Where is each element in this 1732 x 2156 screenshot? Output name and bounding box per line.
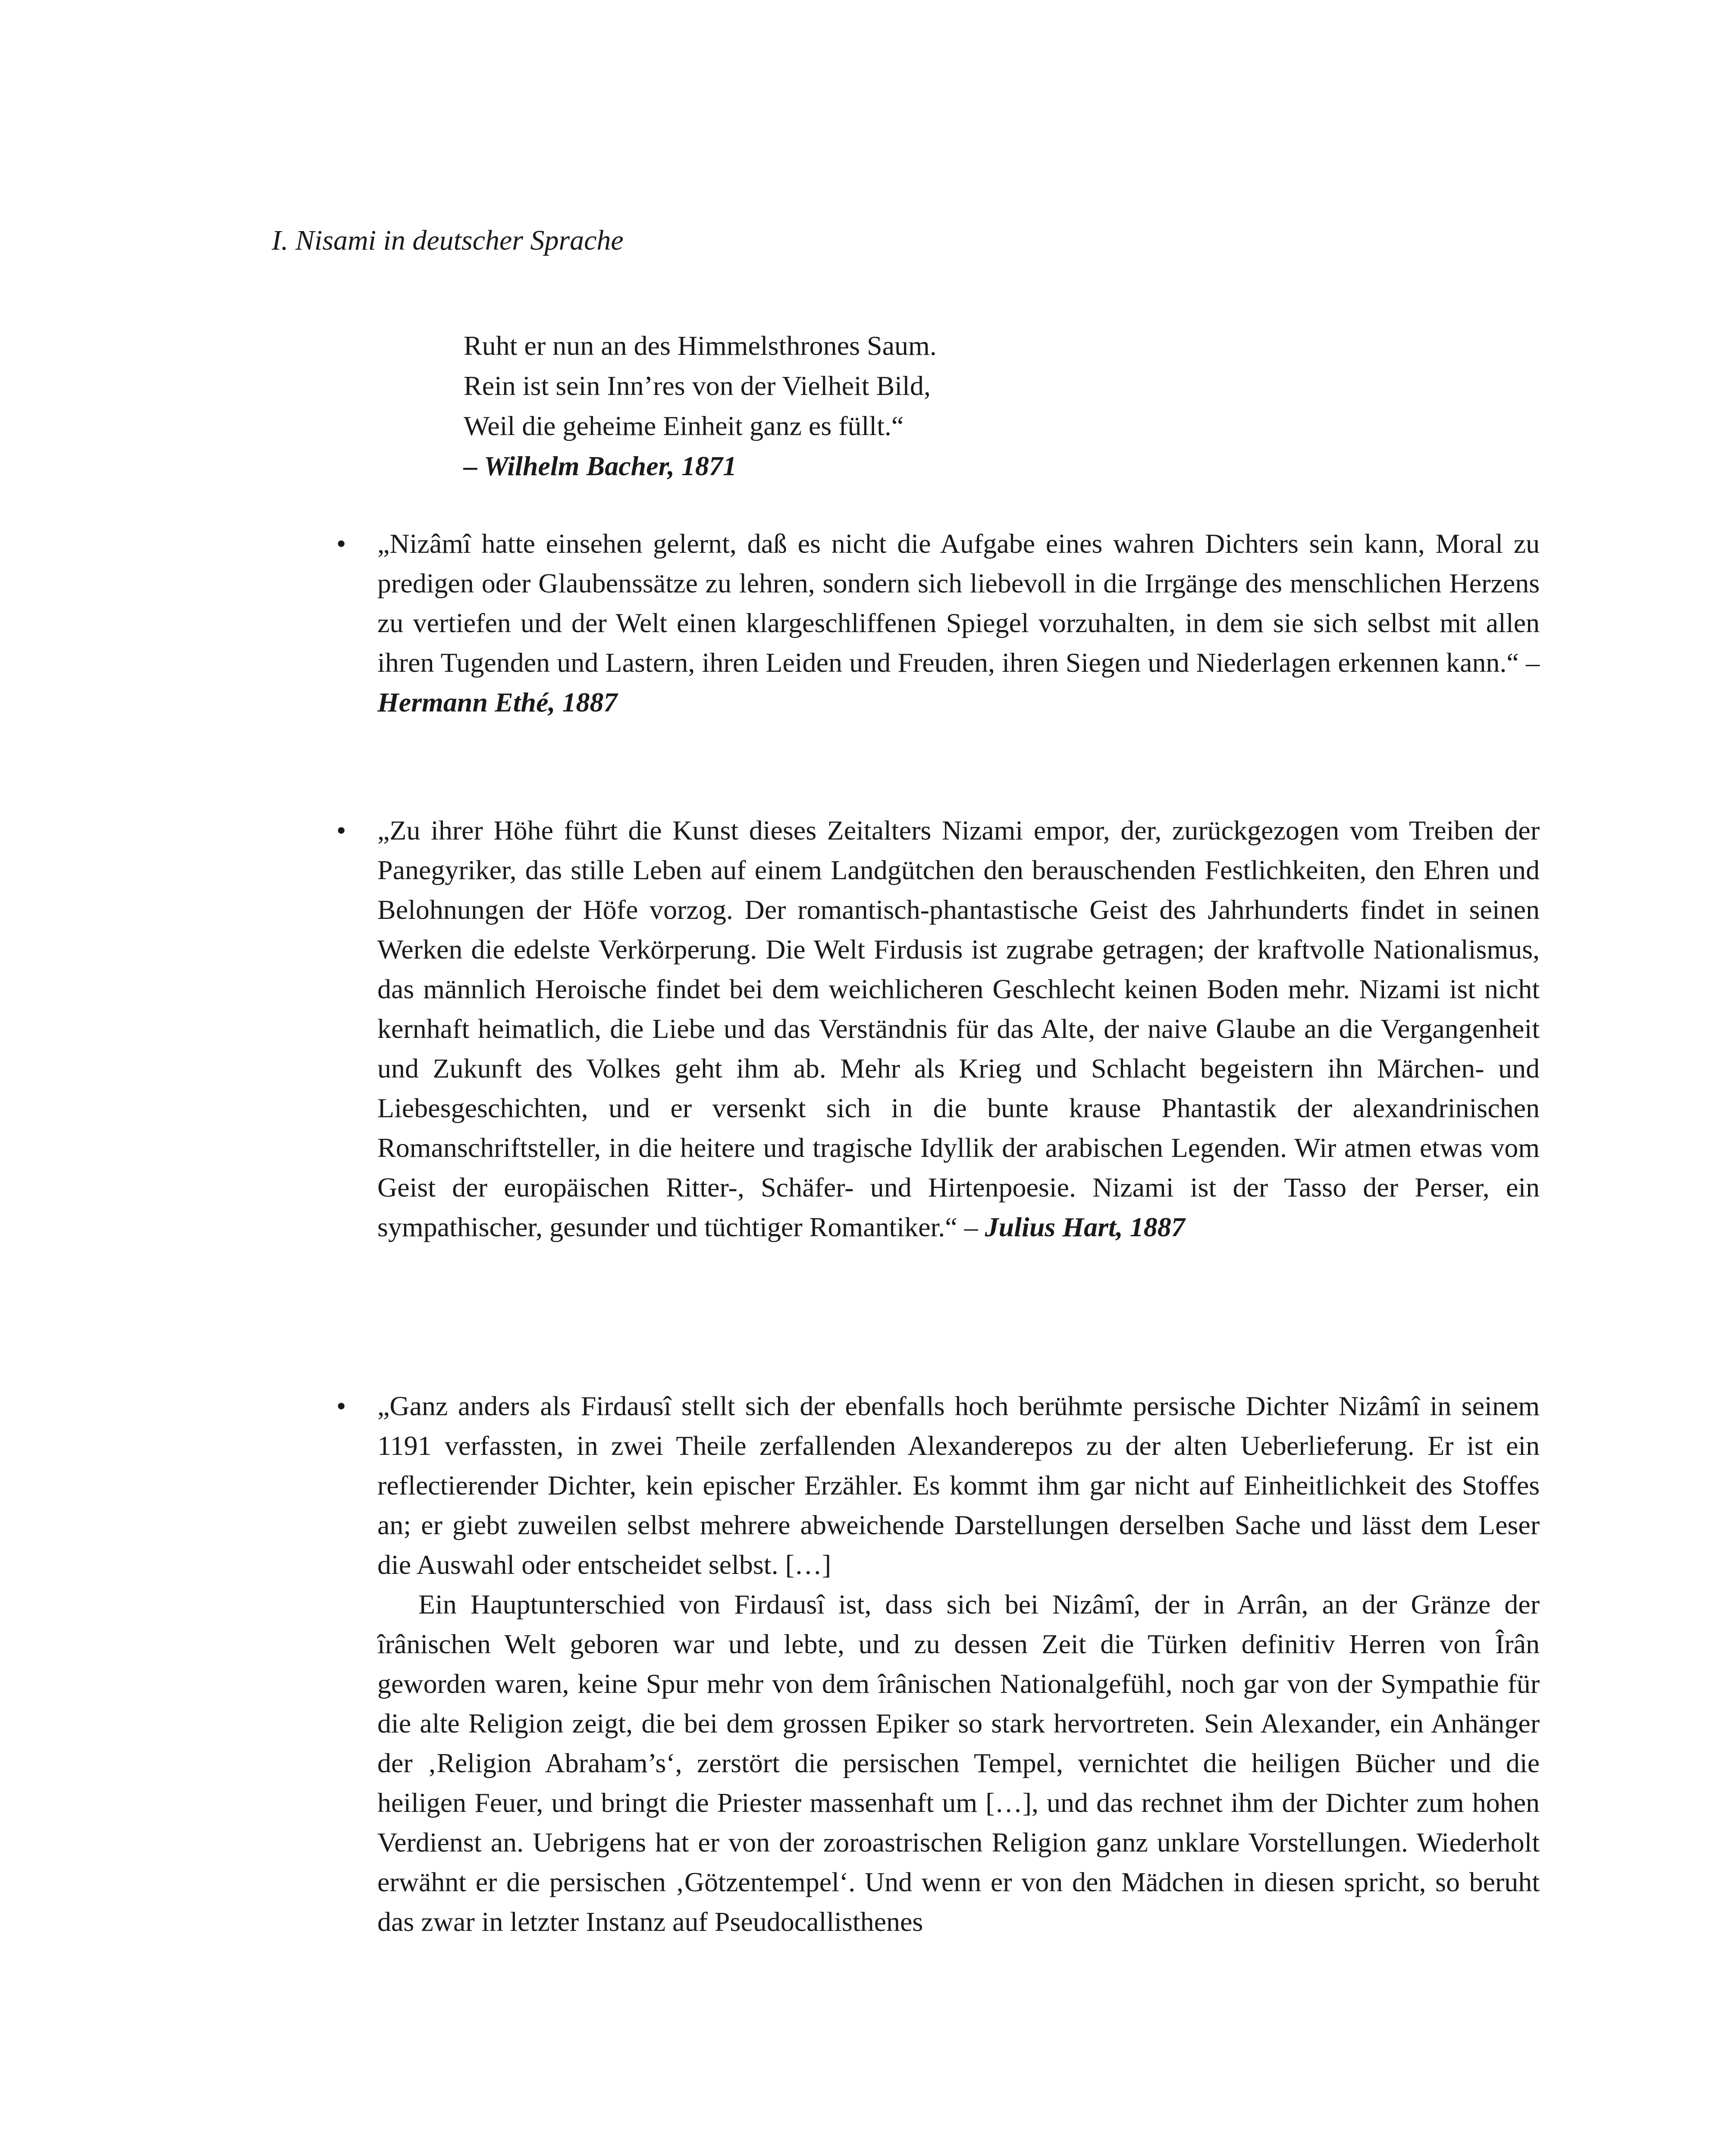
quote-author: Hermann Ethé, 1887	[377, 687, 618, 718]
bullet-icon: •	[336, 1391, 346, 1421]
quote-item-hart	[336, 811, 1540, 1247]
quote-text	[377, 524, 1540, 722]
bullet-icon: •	[336, 815, 346, 846]
quote-text	[377, 811, 1540, 1247]
bullet-icon: •	[336, 528, 346, 559]
verse-line: Rein ist sein Inn’res von der Vielheit Bild,	[464, 370, 931, 401]
quote-body: „Zu ihrer Höhe führt die Kunst dieses Zeitalters Nizami empor, der, zurückgezogen vom Treiben der Panegyriker, das stille Leben auf einem Landgütchen den berauschenden Festlichkeiten, den Ehren und Belohnungen der Höfe vorzog. Der romantisch-phantastische Geist des Jahrhunderts findet in seinen Werken die edelste Verkörperung. Die Welt Firdusis ist zugrabe getragen; der kraftvolle Nationalismus, das männlich Heroische findet bei dem weichlicheren Geschlecht keinen Boden mehr. Nizami ist nicht kernhaft heimatlich, die Liebe und das Verständnis für das Alte, der naive Glaube an die Vergangenheit und Zukunft des Volkes geht ihm ab. Mehr als Krieg und Schlacht begeistern ihn Märchen- und Liebesgeschichten, und er versenkt sich in die bunte krause Phantastik der alexandrinischen Romanschriftsteller, in die heitere und tragische Idyllik der arabischen Legenden. Wir atmen etwas vom Geist der europäischen Ritter-, Schäfer- und Hirtenpoesie. Nizami ist der Tasso der Perser, ein sympathischer, gesunder und tüchtiger Romantiker.“ –	[377, 815, 1540, 1242]
quote-paragraph: Ein Hauptunterschied von Firdausî ist, dass sich bei Nizâmî, der in Arrân, an der Gränze der îrânischen Welt geboren war und lebte, und zu dessen Zeit die Türken definitiv Herren von Îrân geworden waren, keine Spur mehr von dem îrânischen Nationalgefühl, noch gar von der Sympathie für die alte Religion zeigt, die bei dem grossen Epiker so stark hervortreten. Sein Alexander, ein Anhänger der ‚Religion Abraham’s‘, zerstört die persischen Tempel, vernichtet die heiligen Bücher und die heiligen Feuer, und bringt die Priester massenhaft um […], und das rechnet ihm der Dichter zum hohen Verdienst an. Uebrigens hat er von der zoroastrischen Religion ganz unklare Vorstellungen. Wiederholt erwähnt er die persischen ‚Götzentempel‘. Und wenn er von den Mädchen in diesen spricht, so beruht das zwar in letzter Instanz auf Pseudocallisthenes	[377, 1589, 1540, 1937]
verse-attribution: – Wilhelm Bacher, 1871	[464, 451, 737, 481]
quote-item-ethe	[336, 524, 1540, 722]
quote-body: „Nizâmî hatte einsehen gelernt, daß es nicht die Aufgabe eines wahren Dichters sein kann, Moral zu predigen oder Glaubenssätze zu lehren, sondern sich liebevoll in die Irrgänge des menschlichen Herzens zu vertiefen und der Welt einen klargeschliffenen Spiegel vorzuhalten, in dem sie sich selbst mit allen ihren Tugenden und Lastern, ihren Leiden und Freuden, ihren Siegen und Niederlagen erkennen kann.“ –	[377, 528, 1540, 678]
verse-quote	[464, 326, 937, 486]
verse-line: Ruht er nun an des Himmelsthrones Saum.	[464, 330, 937, 361]
quote-paragraph: „Ganz anders als Firdausî stellt sich der ebenfalls hoch berühmte persische Dichter Nizâmî in seinem 1191 verfassten, in zwei Theile zerfallenden Alexanderepos zu der alten Ueberlieferung. Er ist ein reflectierender Dichter, kein epischer Erzähler. Es kommt ihm gar nicht auf Einheitlichkeit des Stoffes an; er giebt zuweilen selbst mehrere abweichende Darstellungen derselben Sache und lässt dem Leser die Auswahl oder entscheidet selbst. […]	[377, 1391, 1540, 1580]
verse-line: Weil die geheime Einheit ganz es füllt.“	[464, 411, 904, 441]
running-head: I. Nisami in deutscher Sprache	[272, 225, 624, 256]
quote-item-alexanderepos	[336, 1386, 1540, 1942]
quote-author: Julius Hart, 1887	[985, 1212, 1185, 1242]
